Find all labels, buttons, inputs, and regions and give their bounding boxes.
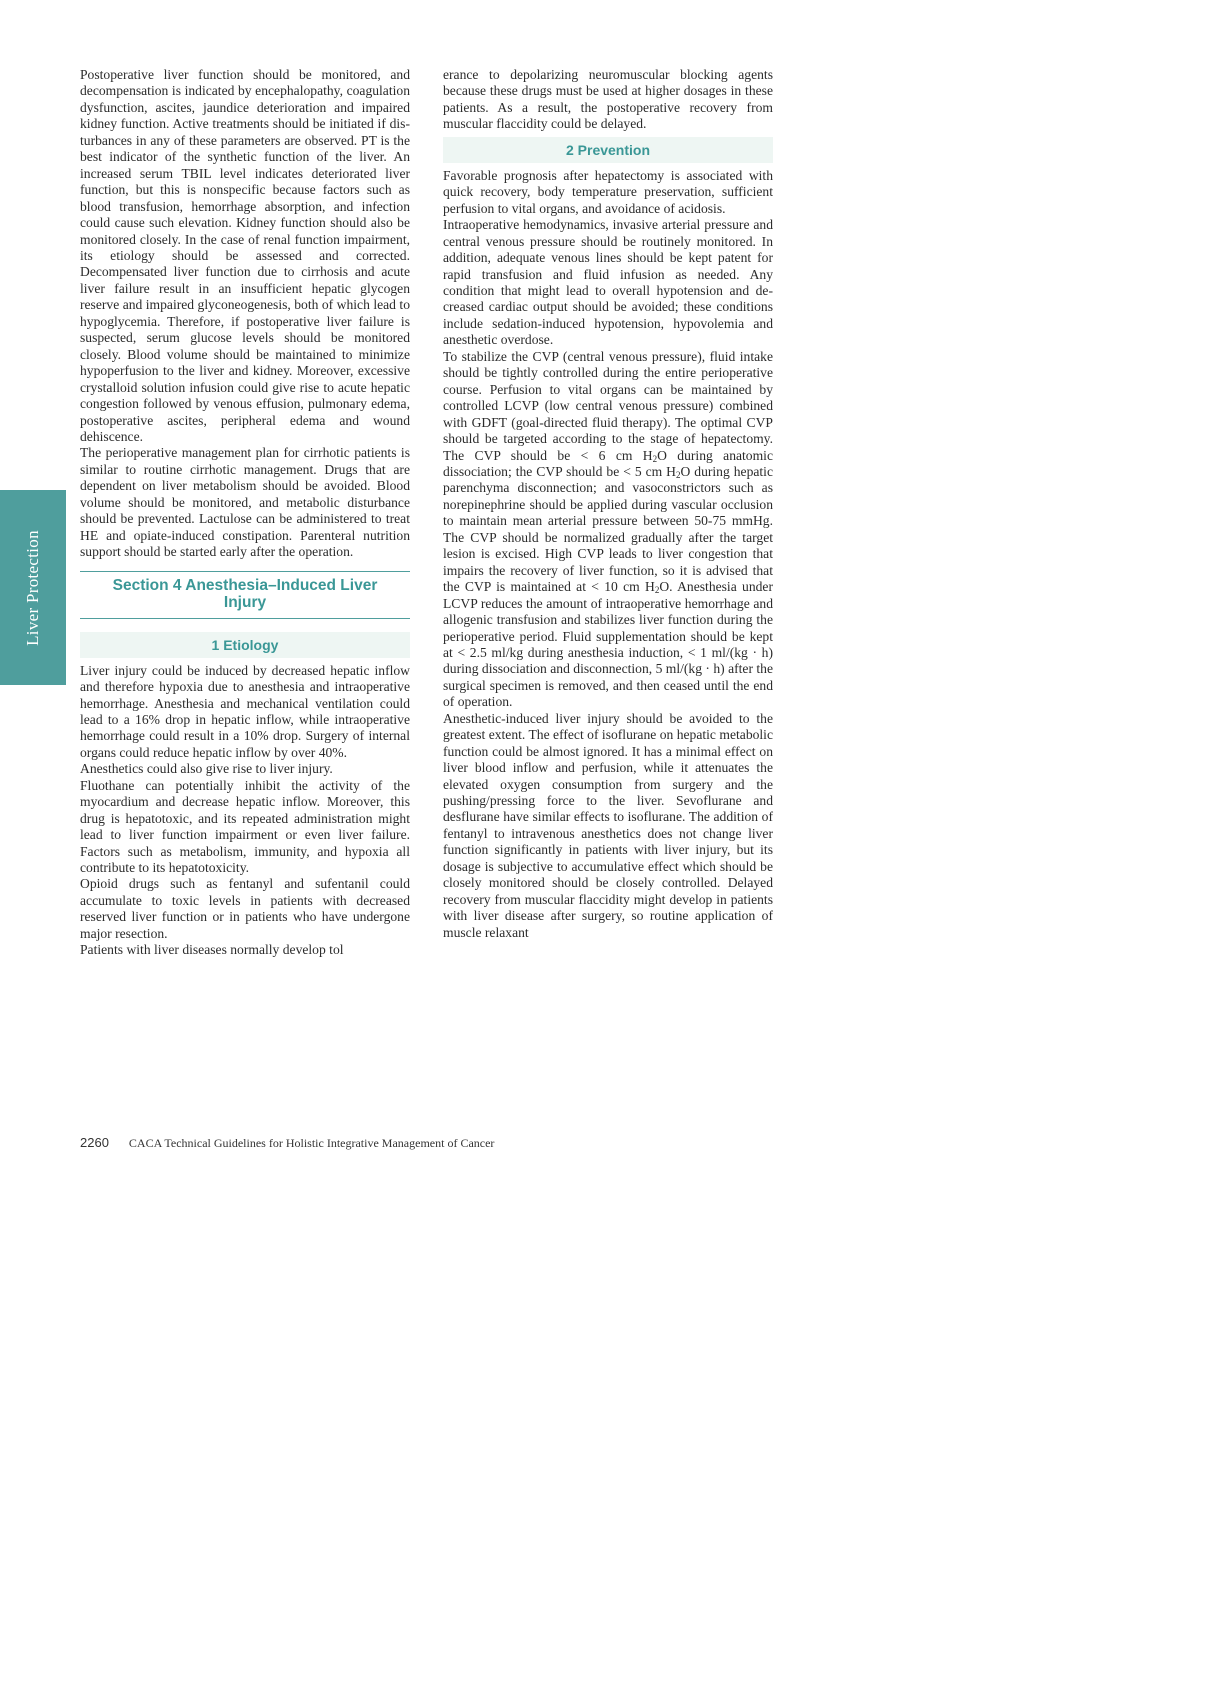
subscript: 2 xyxy=(652,453,658,464)
paragraph: Intraoperative hemodynamics, invasive arterial pressure and central venous pressure should be routinely monitored. In addition, adequate venous lines should be kept patent for rapid transfusion and fluid infusion as needed. Any condition that might lead to overall hypotension and decreased cardiac output should be avoided; these conditions include sedation-induced hypotension, hypovolemia and anesthetic overdose. xyxy=(443,217,773,348)
paragraph: Liver injury could be induced by decreased hepatic inflow and therefore hypoxia due to anesthesia and intraoperative hemorrhage. Anesthesia and mechanical ventilation could lead to a 16% drop in hepatic inflow, while intraoperative hemorrhage could result in a 10% drop. Surgery of internal organs could reduce hepatic inflow by over 40%. xyxy=(80,662,410,760)
subheading-etiology: 1 Etiology xyxy=(80,632,410,658)
side-tab-label: Liver Protection xyxy=(23,529,42,646)
section-heading: Section 4 Anesthesia–Induced Liver Injury xyxy=(80,571,410,619)
right-column xyxy=(443,67,773,941)
paragraph: Anesthetic-induced liver injury should be avoided to the greatest extent. The effect of isoflurane on hepatic metabolic function could be almost ignored. It has a minimal effect on liver blood inflow and perfusion, while it attenuates the elevated oxygen consumption from surgery and the pushing/pressing force to the liver. Sevoflurane and desflurane have similar effects to isoflurane. The addition of fentanyl to intravenous anesthetics does not change liver function significantly in patients with liver injury, but its dosage is subjective to accumulative effect which should be closely monitored should be closely controlled. Delayed recovery from muscular flaccidity might develop in patients with liver disease after surgery, so routine application of muscle relaxant xyxy=(443,710,773,940)
paragraph: erance to depolarizing neuromuscular blocking agents because these drugs must be used at higher dosages in these patients. As a result, the postoperative recovery from muscular flaccidity could be delayed. xyxy=(443,67,773,132)
side-tab xyxy=(0,490,66,685)
paragraph: Fluothane can potentially inhibit the activity of the myocardium and decrease hepatic inflow. Moreover, this drug is hepatotoxic, and its repeated administration might lead to liver function impairment or even liver failure. Factors such as metabolism, immunity, and hypoxia all contribute to its hepatotoxicity. xyxy=(80,777,410,876)
page-footer xyxy=(80,1135,494,1151)
book-title: CACA Technical Guidelines for Holistic Integrative Management of Cancer xyxy=(128,1136,495,1150)
cvp-paragraph xyxy=(443,349,773,711)
page-number: 2260 xyxy=(80,1135,109,1150)
text-run: To stabilize the CVP (central venous pressure), fluid intake should be tightly controlled during the entire perioperative course. Perfusion to vital organs can be maintained by controlled LCVP (low central venous pressure) combined with GDFT (goal-directed fluid therapy). The optimal CVP should be targeted according to the stage of hepatectomy. The CVP should be < 6 cm H xyxy=(443,348,773,463)
subscript: 2 xyxy=(654,585,660,596)
subscript: 2 xyxy=(676,469,681,480)
paragraph: Patients with liver diseases normally develop tol xyxy=(80,942,344,958)
text-run: O during anatomic dissociation; the CVP should be < 5 cm H xyxy=(443,447,773,479)
text-run: O. Anesthesia under LCVP reduces the amount of intraoperative hemorrhage and allogenic transfusion and stabilizes liver function during the perioperative period. Fluid supplementation should be kept at < 2.5 ml/kg during anesthesia induction, < 1 ml/(kg · h) during dissociation and disconnection, 5 ml/(kg · h) after the surgical specimen is removed, and then ceased until the end of operation. xyxy=(443,579,773,710)
subheading-prevention: 2 Prevention xyxy=(443,137,773,163)
text-run: O during hepatic parenchyma disconnection; and vasoconstrictors such as norepinephrine should be applied during vascular occlusion to maintain mean arterial pressure between 50-75 mmHg. The CVP should be normalized gradually after the target lesion is excised. High CVP leads to liver congestion that impairs the recovery of liver function, so it is advised that the CVP is maintained at < 10 cm H xyxy=(443,463,773,595)
paragraph: Opioid drugs such as fentanyl and sufentanil could accumulate to toxic levels in patients with decreased reserved liver function or in patients who have undergone major resection. xyxy=(80,876,410,941)
paragraph: The perioperative management plan for cirrhotic patients is similar to routine cirrhotic management. Drugs that are dependent on liver metabolism should be avoided. Blood volume should be monitored, and metabolic disturbance should be prevented. Lactulose can be administered to treat HE and opiate-induced constipation. Parenteral nutrition support should be started early after the operation. xyxy=(80,445,410,560)
paragraph: Favorable prognosis after hepatectomy is associated with quick recovery, body temperature preservation, sufficient perfusion to vital organs, and avoidance of acidosis. xyxy=(443,167,773,216)
left-column xyxy=(80,67,410,959)
paragraph: Postoperative liver function should be monitored, and decompensation is indicated by encephalopathy, coagulation dysfunction, ascites, jaundice deterioration and impaired kidney function. Active treatments should be initiated if disturbances in any of these parameters are observed. PT is the best indicator of the synthetic function of the liver. An increased serum TBIL level indicates deteriorated liver function, but this is nonspecific because factors such as blood transfusion, hemorrhage absorption, and infection could cause such elevation. Kidney function should also be monitored closely. In the case of renal function impairment, its etiology should be assessed and corrected. Decompensated liver function due to cirrhosis and acute liver failure result in an insufficient hepatic glycogen reserve and impaired glyconeogenesis, both of which lead to hypoglycemia. Therefore, if postoperative liver failure is suspected, serum glucose levels should be monitored closely. Blood volume should be maintained to minimize hypoperfusion to the liver and kidney. Moreover, excessive crystalloid solution infusion could give rise to acute hepatic congestion followed by venous effusion, pulmonary edema, postoperative ascites, peripheral edema and wound dehiscence. xyxy=(80,67,410,444)
paragraph: Anesthetics could also give rise to liver injury. xyxy=(80,761,333,777)
